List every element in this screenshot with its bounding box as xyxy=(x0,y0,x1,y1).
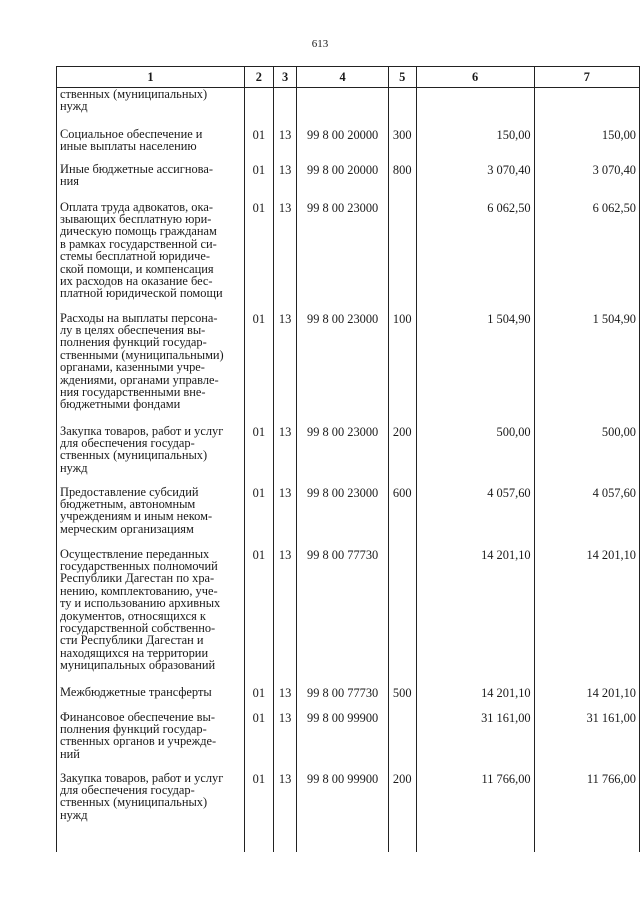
row-name: Оплата труда адвокатов, ока- зывающих бесплатную юри- дическую помощь гражданам в рамках государственной си- стемы бесплатной юридиче- ской помощи, и компенсация их расходов на оказание бес- платной юридической помощи xyxy=(57,201,245,312)
row-expense-type: 100 xyxy=(388,312,416,425)
table-row xyxy=(57,486,640,548)
row-target-article: 99 8 00 23000 xyxy=(297,486,388,548)
header-col-5: 5 xyxy=(388,67,416,88)
row-section: 01 xyxy=(244,548,273,686)
row-subsection: 13 xyxy=(273,201,297,312)
row-name: Закупка товаров, работ и услуг для обеспечения государ- ственных (муниципальных) нужд xyxy=(57,772,245,852)
row-name: Социальное обеспечение и иные выплаты населению xyxy=(57,128,245,163)
row-subsection: 13 xyxy=(273,425,297,486)
row-expense-type: 300 xyxy=(388,128,416,163)
row-section: 01 xyxy=(244,163,273,201)
header-col-2: 2 xyxy=(244,67,273,88)
table-row xyxy=(57,772,640,852)
row-target-article: 99 8 00 20000 xyxy=(297,163,388,201)
header-col-7: 7 xyxy=(534,67,639,88)
row-amount-col7: 31 161,00 xyxy=(534,711,639,772)
row-target-article xyxy=(297,88,388,128)
row-section: 01 xyxy=(244,425,273,486)
row-target-article: 99 8 00 23000 xyxy=(297,201,388,312)
row-target-article: 99 8 00 20000 xyxy=(297,128,388,163)
row-amount-col7: 14 201,10 xyxy=(534,686,639,711)
row-target-article: 99 8 00 23000 xyxy=(297,312,388,425)
table-header-row xyxy=(57,67,640,88)
table-row xyxy=(57,128,640,163)
table-row xyxy=(57,88,640,128)
row-section: 01 xyxy=(244,486,273,548)
row-expense-type xyxy=(388,548,416,686)
row-amount-col6: 1 504,90 xyxy=(416,312,534,425)
row-section: 01 xyxy=(244,128,273,163)
row-subsection: 13 xyxy=(273,312,297,425)
row-amount-col6: 4 057,60 xyxy=(416,486,534,548)
row-subsection: 13 xyxy=(273,128,297,163)
row-name: ственных (муниципальных) нужд xyxy=(57,88,245,128)
budget-table xyxy=(56,66,640,852)
row-amount-col6: 14 201,10 xyxy=(416,548,534,686)
row-expense-type: 500 xyxy=(388,686,416,711)
row-amount-col7: 3 070,40 xyxy=(534,163,639,201)
row-subsection: 13 xyxy=(273,711,297,772)
row-target-article: 99 8 00 99900 xyxy=(297,772,388,852)
header-col-3: 3 xyxy=(273,67,297,88)
row-section: 01 xyxy=(244,772,273,852)
header-col-4: 4 xyxy=(297,67,388,88)
row-amount-col6: 500,00 xyxy=(416,425,534,486)
row-target-article: 99 8 00 77730 xyxy=(297,686,388,711)
row-name: Закупка товаров, работ и услуг для обеспечения государ- ственных (муниципальных) нужд xyxy=(57,425,245,486)
row-name: Иные бюджетные ассигнова- ния xyxy=(57,163,245,201)
row-expense-type: 800 xyxy=(388,163,416,201)
row-amount-col6: 11 766,00 xyxy=(416,772,534,852)
table-row xyxy=(57,548,640,686)
row-amount-col6 xyxy=(416,88,534,128)
row-amount-col6: 6 062,50 xyxy=(416,201,534,312)
row-section: 01 xyxy=(244,201,273,312)
table-row xyxy=(57,711,640,772)
row-section: 01 xyxy=(244,686,273,711)
row-subsection: 13 xyxy=(273,486,297,548)
row-subsection: 13 xyxy=(273,772,297,852)
row-amount-col7: 150,00 xyxy=(534,128,639,163)
table-row xyxy=(57,686,640,711)
row-section xyxy=(244,88,273,128)
row-target-article: 99 8 00 99900 xyxy=(297,711,388,772)
row-name: Предоставление субсидий бюджетным, автономным учреждениям и иным неком- мерческим организациям xyxy=(57,486,245,548)
row-amount-col7: 500,00 xyxy=(534,425,639,486)
row-expense-type xyxy=(388,711,416,772)
row-amount-col6: 14 201,10 xyxy=(416,686,534,711)
row-amount-col7: 6 062,50 xyxy=(534,201,639,312)
table-row xyxy=(57,201,640,312)
row-section: 01 xyxy=(244,312,273,425)
table-row xyxy=(57,312,640,425)
row-amount-col7: 14 201,10 xyxy=(534,548,639,686)
table-row xyxy=(57,163,640,201)
header-col-1: 1 xyxy=(57,67,245,88)
row-name: Финансовое обеспечение вы- полнения функций государ- ственных органов и учрежде- ний xyxy=(57,711,245,772)
row-subsection xyxy=(273,88,297,128)
row-target-article: 99 8 00 77730 xyxy=(297,548,388,686)
page-number: 613 xyxy=(311,38,329,50)
row-name: Межбюджетные трансферты xyxy=(57,686,245,711)
row-amount-col7 xyxy=(534,88,639,128)
row-amount-col7: 11 766,00 xyxy=(534,772,639,852)
row-amount-col6: 31 161,00 xyxy=(416,711,534,772)
row-amount-col7: 1 504,90 xyxy=(534,312,639,425)
table-row xyxy=(57,425,640,486)
row-amount-col6: 3 070,40 xyxy=(416,163,534,201)
row-name: Расходы на выплаты персона- лу в целях обеспечения вы- полнения функций государ- ственными (муниципальными) органами, казенными учре- ждениями, органами управле- ния государственными вне- бюджетными фондами xyxy=(57,312,245,425)
row-expense-type: 600 xyxy=(388,486,416,548)
row-expense-type: 200 xyxy=(388,425,416,486)
row-target-article: 99 8 00 23000 xyxy=(297,425,388,486)
row-amount-col7: 4 057,60 xyxy=(534,486,639,548)
row-subsection: 13 xyxy=(273,548,297,686)
row-amount-col6: 150,00 xyxy=(416,128,534,163)
row-subsection: 13 xyxy=(273,163,297,201)
row-subsection: 13 xyxy=(273,686,297,711)
row-expense-type xyxy=(388,201,416,312)
header-col-6: 6 xyxy=(416,67,534,88)
row-expense-type: 200 xyxy=(388,772,416,852)
row-name: Осуществление переданных государственных полномочий Республики Дагестан по хра- нению, комплектованию, уче- ту и использованию архивных документов, относящихся к государственной собственно- сти Республики Дагестан и находящихся на территории муниципальных образований xyxy=(57,548,245,686)
row-section: 01 xyxy=(244,711,273,772)
row-expense-type xyxy=(388,88,416,128)
